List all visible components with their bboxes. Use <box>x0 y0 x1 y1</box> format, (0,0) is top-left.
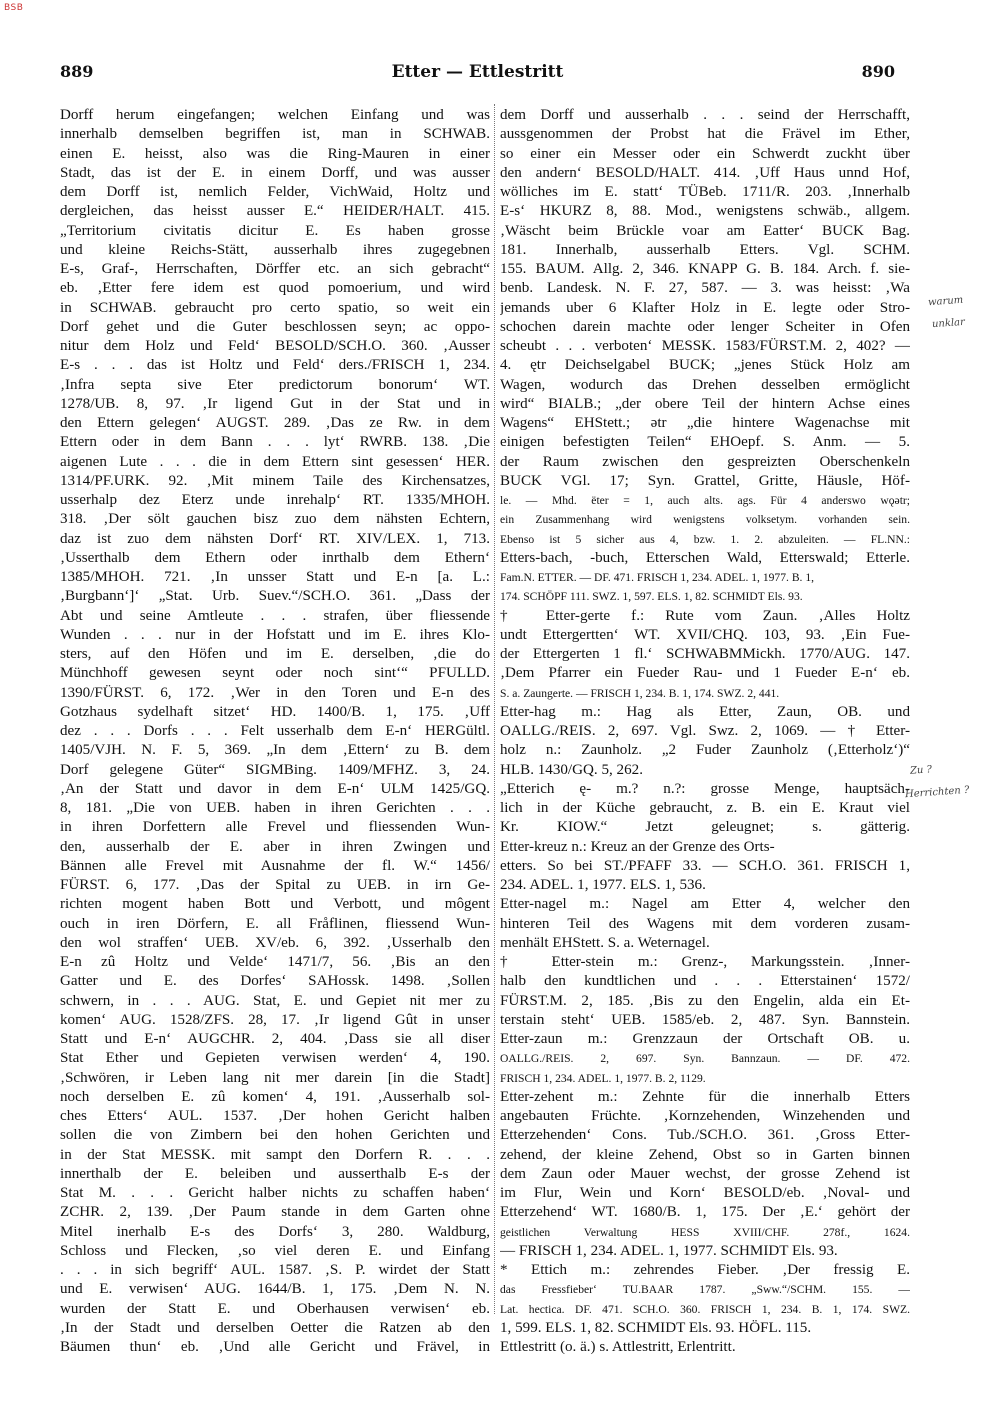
text-line: OALLG./REIS. 2, 697. Vgl. Swz. 2, 1069. — † Etter- <box>500 723 910 739</box>
text-line: 8, 181. „Die von UEB. haben in ihren Gerichten . . . <box>60 800 490 816</box>
library-stamp: BSB <box>4 3 24 13</box>
text-line: E-s . . . das ist Holtz und Feld‘ ders./FRISCH 1, 234. <box>60 357 490 374</box>
text-line: sters, auf den Höfen und im E. derselben, ‚die do <box>60 646 490 662</box>
text-line: „Etterich ę- m.? n.?: grosse Menge, hauptsäch- <box>500 780 910 797</box>
text-line: geistlichen Verwaltung HESS XVIII/CHF. 278f., 1624. <box>500 1225 910 1239</box>
text-line: Kr. KIOW.“ Jetzt geleugnet; s. gätterig. <box>500 819 910 836</box>
text-line: 318. ‚Der sölt gauchen bisz zuo dem nähsten Echtern, <box>60 511 490 528</box>
text-line: Wagens“ EHStett.; ətr „die hintere Wagenachse mit <box>500 415 910 431</box>
text-line: wurden der Statt E. und Oberhausen verwisen‘ eb. <box>60 1300 490 1317</box>
text-line: Etterzehenden‘ Cons. Tub./SCH.O. 361. ‚Gross Etter- <box>500 1127 910 1144</box>
right-column <box>500 106 910 1357</box>
text-line: . . . in sich begriff‘ AUL. 1587. ‚S. P. wirdet der Statt <box>60 1262 490 1278</box>
text-line: in ihren Dorfettern alle Frevel und fliessenden Wun- <box>60 819 490 836</box>
text-line: Mitel inerhalb E-s des Dorfs‘ 3, 280. Waldburg, <box>60 1223 490 1240</box>
text-line: Ettern oder in dem Bann . . . lyt‘ RWRB. 138. ‚Die <box>60 434 490 451</box>
text-line: Dorf gehet und die Guter beschlossen seyn; ac oppo- <box>60 318 490 335</box>
text-line: Etter-zaun m.: Grenzzaun der Ortschaft OB. u. <box>500 1031 910 1047</box>
margin-note-3: Zu ? <box>909 764 933 777</box>
left-column <box>60 106 490 1357</box>
text-line: den wol straffen‘ UEB. XV/eb. 6, 392. ‚Usserhalb den <box>60 934 490 951</box>
text-line: Abt und seine Amtleute . . . strafen, über fliessende <box>60 607 490 624</box>
text-line: HLB. 1430/GQ. 5, 262. <box>500 761 643 778</box>
text-line: undt Ettergertten‘ WT. XVII/CHQ. 103, 93. ‚Ein Fue- <box>500 626 910 643</box>
text-line: OALLG./REIS. 2, 697. Syn. Bannzaun. — DF. 472. <box>500 1052 910 1066</box>
text-line: Gotzhaus sydelhaft sitzet‘ HD. 1400/B. 1, 175. ‚Uff <box>60 703 490 720</box>
text-line: dergleichen, das heisst ausser E.“ HEIDER/HALT. 415. <box>60 203 490 220</box>
text-line: 174. SCHÖPF 111. SWZ. 1, 597. ELS. 1, 82. SCHMIDT Els. 93. <box>500 590 803 604</box>
text-line: E-s‘ HKURZ 8, 88. Mod., wenigstens schwäb., allgem. <box>500 203 910 220</box>
left-page-number: 889 <box>60 62 94 81</box>
text-line: Stat M. . . . Gericht halber nichts zu schaffen haben‘ <box>60 1185 490 1201</box>
text-line: FÜRST. 6, 177. ‚Das der Spital zu UEB. in irn Ge- <box>60 877 490 893</box>
text-line: 4. ętr Deichselgabel BUCK; „jenes Stück Holz am <box>500 357 910 374</box>
text-line: so einer ein Messer oder ein Schwerdt zuckht über <box>500 145 910 162</box>
text-line: 155. BAUM. Allg. 2, 346. KNAPP G. B. 184. Arch. f. sie- <box>500 261 910 277</box>
text-line: in der Stat MESSK. mit sampt den Dorfern R. . . . <box>60 1146 490 1163</box>
text-line: † Etter-stein m.: Grenz-, Markungsstein. ‚Inner- <box>500 954 910 970</box>
text-line: Ebenso ist 5 sicher aus 4, bzw. 1. 2. abzuleiten. — FL.NN.: <box>500 532 910 546</box>
text-line: ‚Schwören, ir Leben lang nit mer darein [in die Stadt] <box>60 1069 490 1086</box>
text-line: der Raum zwischen den gespreizten Oberschenkeln <box>500 453 910 470</box>
text-line: den andern‘ BESOLD/HALT. 414. ‚Uff Haus unnd Hof, <box>500 164 910 181</box>
text-line: ouch in iren Dörfern, E. all Fråflinen, fliessend Wun- <box>60 915 490 932</box>
text-line: E-n zû Holtz und Velde‘ 1471/7, 56. ‚Bis an den <box>60 954 490 970</box>
text-line: 1390/FÜRST. 6, 172. ‚Wer in den Toren und E-n des <box>60 684 490 701</box>
text-line: ‚An der Statt und davor in dem E-n‘ ULM 1425/GQ. <box>60 780 490 797</box>
text-line: aussgenommen der Probst hat die Frävel im Ether, <box>500 126 910 143</box>
text-line: einen E. heisst, also was die Ring-Mauren in einer <box>60 145 490 162</box>
text-line: angebauten Früchte. ‚Kornzehenden, Winzehenden und <box>500 1108 910 1124</box>
text-line: in SCHWAB. gebraucht pro certo spatio, so weit ein <box>60 299 490 316</box>
text-line: Bäumen thun‘ eb. ‚Und alle Gericht und Frävel, in <box>60 1339 490 1355</box>
text-line: jemands uber 6 Klafter Holz in E. legte oder Stro- <box>500 299 910 316</box>
text-line: dez . . . Dorfs . . . Felt usserhalb dem E-n‘ HERGültl. <box>60 723 490 739</box>
text-line: Etter-hag m.: Hag als Etter, Zaun, OB. und <box>500 703 910 720</box>
text-line: etters. So bei ST./PFAFF 33. — SCH.O. 361. FRISCH 1, <box>500 857 910 874</box>
text-line: innerhalb demselben begriffen ist, man in SCHWAB. <box>60 126 490 143</box>
text-line: der Ettergerten 1 fl.‘ SCHWABMMickh. 1770/AUG. 147. <box>500 646 910 662</box>
text-line: eb. ‚Etter fere idem est quod pomoerium, und wird <box>60 280 490 297</box>
right-page-number: 890 <box>861 62 895 81</box>
text-line: ‚Usserthalb dem Ethern oder inrthalb dem Ethern‘ <box>60 549 490 566</box>
text-line: und E. verwisen‘ AUG. 1644/B. 1, 175. ‚Dem N. N. <box>60 1281 490 1298</box>
text-line: 1385/MHOH. 721. ‚In unsser Statt und E-n [a. L.: <box>60 569 490 585</box>
text-line: Etters-bach, -buch, Etterschen Wald, Etterswald; Etterle. <box>500 549 910 566</box>
text-line: den, ausserhalb der E. aber in ihren Zwingen und <box>60 838 490 855</box>
text-line: 1314/PF.URK. 92. ‚Mit minem Taile des Kirchensatzes, <box>60 472 490 489</box>
text-line: menhält EHStett. S. a. Weternagel. <box>500 934 710 951</box>
text-line: Stadt, das ist der E. in einem Dorff, und was ausser <box>60 164 490 181</box>
text-line: hinteren Teil des Wagens mit dem vorderen zusam- <box>500 915 910 932</box>
margin-note-2: unklar <box>931 316 966 331</box>
text-line: dem Zaun oder Mauer wechst, der grosse Zehend ist <box>500 1165 910 1182</box>
text-line: 1405/VJH. N. F. 5, 369. „In dem ‚Ettern‘ zu B. dem <box>60 742 490 759</box>
text-line: im Flur, Wein und Korn‘ BESOLD/eb. ‚Noval- und <box>500 1185 910 1201</box>
text-line: Dorff herum eingefangen; welchen Einfang und was <box>60 107 490 123</box>
text-line: FÜRST.M. 2, 185. ‚Bis zu den Engelin, alda ein Et- <box>500 992 910 1009</box>
margin-note-4: Herrichten ? <box>904 784 970 801</box>
text-line: einigen befestigten Teilen“ EHOepf. S. Anm. — 5. <box>500 434 910 451</box>
text-line: BUCK VGl. 17; Syn. Grattel, Gritte, Häusle, Höf- <box>500 472 910 489</box>
text-line: ‚Dem Pfarrer ein Fueder Rau- und 1 Fueder E-n‘ eb. <box>500 665 910 682</box>
text-line: Stat Ether und Gepieten verwisen werden‘ 4, 190. <box>60 1050 490 1067</box>
text-line: Lat. hectica. DF. 471. SCH.O. 360. FRISCH 1, 234. B. 1, 174. SWZ. <box>500 1302 910 1316</box>
text-line: 234. ADEL. 1, 1977. ELS. 1, 536. <box>500 877 706 893</box>
text-line: Schloss und Flecken, ‚so viel deren E. und Einfang <box>60 1242 490 1259</box>
text-line: Gatter und E. des Dorfes‘ SAHossk. 1498. ‚Sollen <box>60 973 490 990</box>
text-line: Dorf gelegene Güter“ SIGMBing. 1409/MFHZ. 3, 24. <box>60 761 490 778</box>
page-header <box>60 62 895 88</box>
text-line: 1, 599. ELS. 1, 82. SCHMIDT Els. 93. HÖFL. 115. <box>500 1319 812 1336</box>
text-line: ‚Burgbann‘]‘ „Stat. Urb. Suev.“/SCH.O. 361. „Dass der <box>60 588 490 605</box>
text-line: ‚Wäscht beim Brückle voar am Eatter‘ BUCK Bag. <box>500 222 910 239</box>
text-line: „Territorium civitatis dicitur E. Es haben grosse <box>60 222 490 239</box>
text-line: ches Etters‘ AUL. 1537. ‚Der hohen Gericht halben <box>60 1108 490 1124</box>
text-line: wird“ BIALB.; „der obere Teil der hintern Achse eines <box>500 395 910 412</box>
text-line: 1278/UB. 8, 97. ‚Ir ligend Gut in der Stat und in <box>60 395 490 412</box>
text-line: * Ettich m.: zehrendes Fieber. ‚Der fressig E. <box>500 1262 910 1278</box>
text-line: wölliches im E. statt‘ TÜBeb. 1711/R. 203. ‚Innerhalb <box>500 184 910 200</box>
text-line: Etterzehend‘ WT. 1680/B. 1, 175. Der ‚E.‘ gehört der <box>500 1204 910 1221</box>
text-line: † Etter-gerte f.: Rute vom Zaun. ‚Alles Holtz <box>500 607 910 624</box>
text-line: sollen die von Zimbern bei den hohen Gerichten und <box>60 1127 490 1144</box>
text-line: richten mogent haben Bott und Verbott, und môgent <box>60 896 490 913</box>
text-line: terstain steht‘ UEB. 1585/eb. 2, 487. Syn. Bannstein. <box>500 1011 910 1028</box>
text-line: Etter-kreuz n.: Kreuz an der Grenze des Orts- <box>500 838 775 855</box>
text-line: ‚In der Stadt und derselben Oetter die Ratzen ab den <box>60 1319 490 1336</box>
text-line: aigenen Lute . . . die in dem Ettern sint gesessen‘ HER. <box>60 453 490 470</box>
text-line: le. — Mhd. ëter = 1, auch alts. ags. Für 4 anderswo wǫətr; <box>500 494 910 507</box>
text-line: FRISCH 1, 234. ADEL. 1, 1977. B. 2, 1129. <box>500 1071 706 1085</box>
text-line: halb den kundtlichen und . . . Etterstainen‘ 1572/ <box>500 973 910 990</box>
text-line: Wagen, wodurch das Drehen desselben ermöglicht <box>500 376 910 393</box>
text-line: daz ist zuo dem nähsten Dorf‘ RT. XIV/LEX. 1, 713. <box>60 530 490 547</box>
text-line: S. a. Zaungerte. — FRISCH 1, 234. B. 1, 174. SWZ. 2, 441. <box>500 686 780 700</box>
margin-note-1: warum <box>927 294 964 309</box>
text-line: zehend, der kleine Zehend, Obst so in Garten binnen <box>500 1146 910 1163</box>
text-line: Münchhoff gewesen seynt oder noch sint‘“ PFULLD. <box>60 665 490 682</box>
text-line: schwern, in . . . AUG. Stat, E. und Gepiet nit mer zu <box>60 992 490 1009</box>
text-line: holz n.: Zaunholz. „2 Fuder Zaunholz (‚Etterholz‘)“ <box>500 742 910 759</box>
text-line: E-s, Graf-, Herrschaften, Dörffer etc. an sich gebracht“ <box>60 261 490 277</box>
text-line: Etter-nagel m.: Nagel am Etter 4, welcher den <box>500 896 910 913</box>
text-line: usserhalp dez Eterz unde inrehalp‘ RT. 1335/MHOH. <box>60 492 490 508</box>
text-line: dem Dorff ist, nemlich Felder, VichWaid, Holtz und <box>60 184 490 200</box>
text-line: Bännen alle Frevel mit Ausnahme der fl. W.“ 1456/ <box>60 857 490 874</box>
text-line: den Ettern gelegen‘ AUGST. 289. ‚Das ze Rw. in dem <box>60 415 490 431</box>
text-line: komen‘ AUG. 1528/ZFS. 28, 17. ‚Ir ligend Gût in unser <box>60 1011 490 1028</box>
text-line: lich in der Küche gebraucht, z. B. ein E. Kraut viel <box>500 800 910 816</box>
text-line: ZCHR. 2, 139. ‚Der Paum stande in dem Garten ohne <box>60 1204 490 1221</box>
text-line: Ettlestritt (o. ä.) s. Attlestritt, Erlentritt. <box>500 1339 736 1355</box>
text-line: benb. Landesk. N. F. 27, 587. — 3. was heisst: ‚Wa <box>500 280 910 297</box>
text-line: — FRISCH 1, 234. ADEL. 1, 1977. SCHMIDT Els. 93. <box>500 1242 838 1259</box>
column-divider <box>494 104 496 1314</box>
text-line: innerthalb der E. beleiben und ausserthalb E-s der <box>60 1165 490 1182</box>
text-line: 181. Innerhalb, ausserhalb Etters. Vgl. SCHM. <box>500 241 910 258</box>
text-line: nitur dem Holz und Feld‘ BESOLD/SCH.O. 360. ‚Ausser <box>60 338 490 354</box>
text-line: noch derselben E. zû komen‘ 4, 191. ‚Ausserhalb sol- <box>60 1088 490 1105</box>
running-title: Etter — Ettlestritt <box>391 62 564 82</box>
text-line: das Fressfieber‘ TU.BAAR 1787. „Sww.“/SCHM. 155. — <box>500 1283 910 1297</box>
text-line: schochen darein machte oder lenger Scheiter in Ofen <box>500 318 910 335</box>
text-line: Wunden . . . nur in der Hofstatt und im E. ihres Klo- <box>60 626 490 643</box>
text-line: und kleine Reichs-Stätt, ausserhalb ihres zugegebnen <box>60 241 490 258</box>
text-line: Fam.N. ETTER. — DF. 471. FRISCH 1, 234. ADEL. 1, 1977. B. 1, <box>500 571 815 584</box>
text-line: ein Zusammenhang wird wenigstens volksetym. vorhanden sein. <box>500 513 910 527</box>
text-line: dem Dorff und ausserhalb . . . seind der Herrschafft, <box>500 107 910 123</box>
text-line: scheubt . . . verboten‘ MESSK. 1583/FÜRST.M. 2, 402? — <box>500 338 910 354</box>
text-line: Etter-zehent m.: Zehnte für die innerhalb Etters <box>500 1088 910 1105</box>
text-line: Statt und E-n‘ AUGCHR. 2, 404. ‚Dass sie all diser <box>60 1031 490 1047</box>
text-line: ‚Infra septa sive Eter predictorum bonorum‘ WT. <box>60 376 490 393</box>
